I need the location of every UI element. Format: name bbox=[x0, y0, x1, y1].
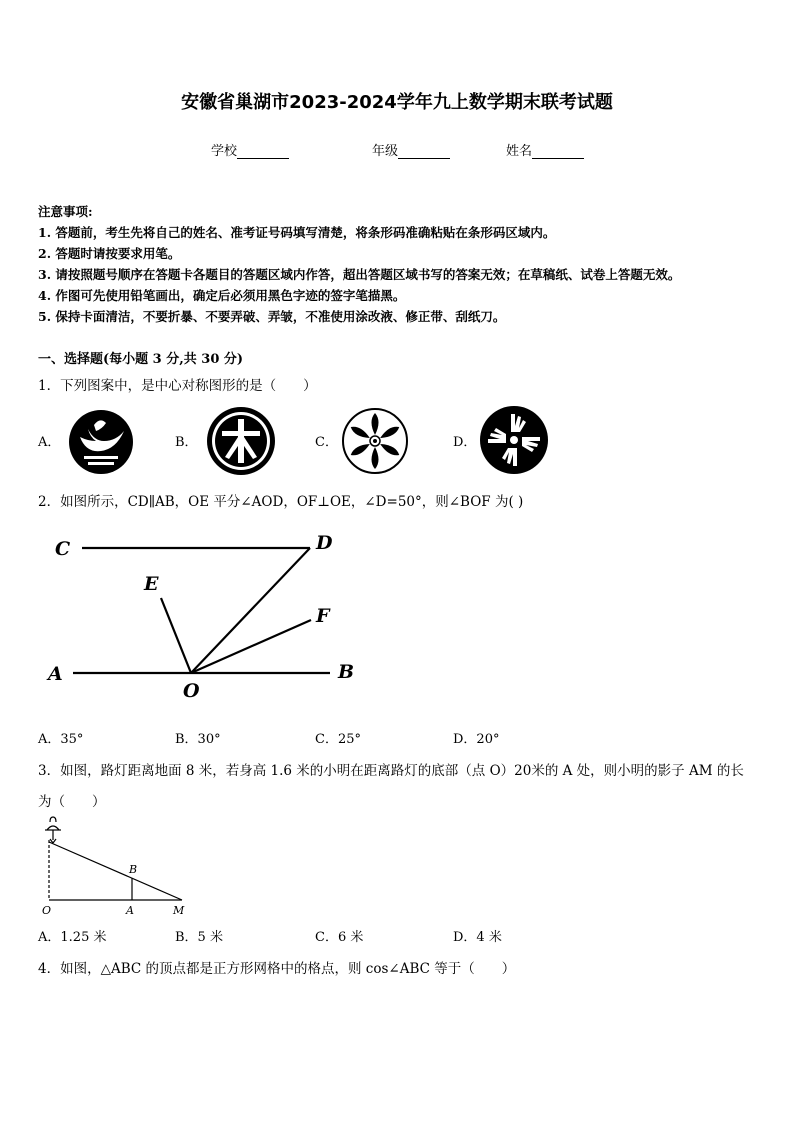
q1-option-b-label: B． bbox=[175, 435, 198, 450]
point-label-b: B bbox=[129, 863, 138, 876]
section-heading: 一、选择题(每小题 3 分,共 30 分) bbox=[38, 352, 244, 367]
name-label: 姓名 bbox=[506, 144, 533, 159]
q2-option-d: D．20° bbox=[453, 732, 500, 747]
note-item: 1. 答题前，考生先将自己的姓名、准考证号码填写清楚，将条形码准确粘贴在条形码区域内。 bbox=[38, 225, 556, 240]
point-label-f: F bbox=[316, 605, 330, 627]
name-field bbox=[506, 140, 584, 159]
q1-option-d-hands-icon bbox=[478, 404, 550, 476]
q3-option-c: C．6 米 bbox=[315, 930, 364, 945]
school-blank[interactable] bbox=[237, 145, 289, 159]
grade-label: 年级 bbox=[372, 144, 399, 159]
notes-heading: 注意事项: bbox=[38, 204, 93, 219]
q1-option-c-label: C． bbox=[315, 435, 338, 450]
q3-lamp-figure bbox=[36, 816, 196, 920]
q4-stem: 4．如图，△ABC 的顶点都是正方形网格中的格点，则 cos∠ABC 等于（ ） bbox=[38, 961, 516, 977]
q1-option-a-label: A． bbox=[38, 435, 61, 450]
q2-stem: 2．如图所示，CD∥AB，OE 平分∠AOD，OF⊥OE，∠D=50°，则∠BOF 为( ) bbox=[38, 494, 524, 510]
q1-option-d-label: D． bbox=[453, 435, 477, 450]
ray-of bbox=[191, 620, 311, 673]
ray-oe bbox=[161, 598, 191, 673]
point-label-a: A bbox=[126, 904, 134, 917]
school-label: 学校 bbox=[211, 144, 238, 159]
light-ray bbox=[49, 842, 182, 900]
q3-stem-line1: 3．如图，路灯距离地面 8 米，若身高 1.6 米的小明在距离路灯的底部（点 O）20米的 A 处，则小明的影子 AM 的长 bbox=[38, 763, 744, 779]
point-label-c: C bbox=[55, 538, 71, 560]
ray-od bbox=[191, 548, 310, 673]
point-label-o: O bbox=[183, 680, 200, 702]
q3-option-d: D．4 米 bbox=[453, 930, 502, 945]
note-item: 4. 作图可先使用铅笔画出，确定后必须用黑色字迹的签字笔描黑。 bbox=[38, 288, 406, 303]
q1-option-c-flower-icon bbox=[340, 406, 410, 476]
point-label-a: A bbox=[48, 663, 63, 685]
q1-option-a-emblem-icon bbox=[66, 407, 136, 477]
q3-option-a: A．1.25 米 bbox=[38, 930, 107, 945]
q3-stem-line2: 为（ ） bbox=[38, 794, 106, 810]
point-label-b: B bbox=[338, 661, 355, 683]
grade-field bbox=[372, 140, 450, 159]
q3-option-b: B．5 米 bbox=[175, 930, 223, 945]
note-item: 5. 保持卡面清洁，不要折暴、不要弄破、弄皱，不准使用涂改液、修正带、刮纸刀。 bbox=[38, 309, 506, 324]
point-label-e: E bbox=[144, 573, 159, 595]
point-label-d: D bbox=[316, 532, 333, 554]
note-item: 3. 请按照题号顺序在答题卡各题目的答题区域内作答，超出答题区域书写的答案无效；在草稿纸、试卷上答题无效。 bbox=[38, 267, 681, 282]
q2-geometry-figure bbox=[40, 528, 370, 708]
page-title: 安徽省巢湖市2023-2024学年九上数学期末联考试题 bbox=[181, 92, 613, 113]
q1-stem: 1．下列图案中，是中心对称图形的是（ ） bbox=[38, 378, 317, 394]
grade-blank[interactable] bbox=[398, 145, 450, 159]
q2-option-a: A．35° bbox=[38, 732, 84, 747]
lamp-head-icon bbox=[50, 817, 56, 822]
name-blank[interactable] bbox=[532, 145, 584, 159]
q1-option-b-emblem-icon bbox=[205, 405, 277, 477]
q2-option-c: C．25° bbox=[315, 732, 361, 747]
point-label-m: M bbox=[173, 904, 185, 917]
school-field bbox=[211, 140, 289, 159]
q2-option-b: B．30° bbox=[175, 732, 221, 747]
note-item: 2. 答题时请按要求用笔。 bbox=[38, 246, 181, 261]
point-label-o: O bbox=[42, 904, 52, 917]
